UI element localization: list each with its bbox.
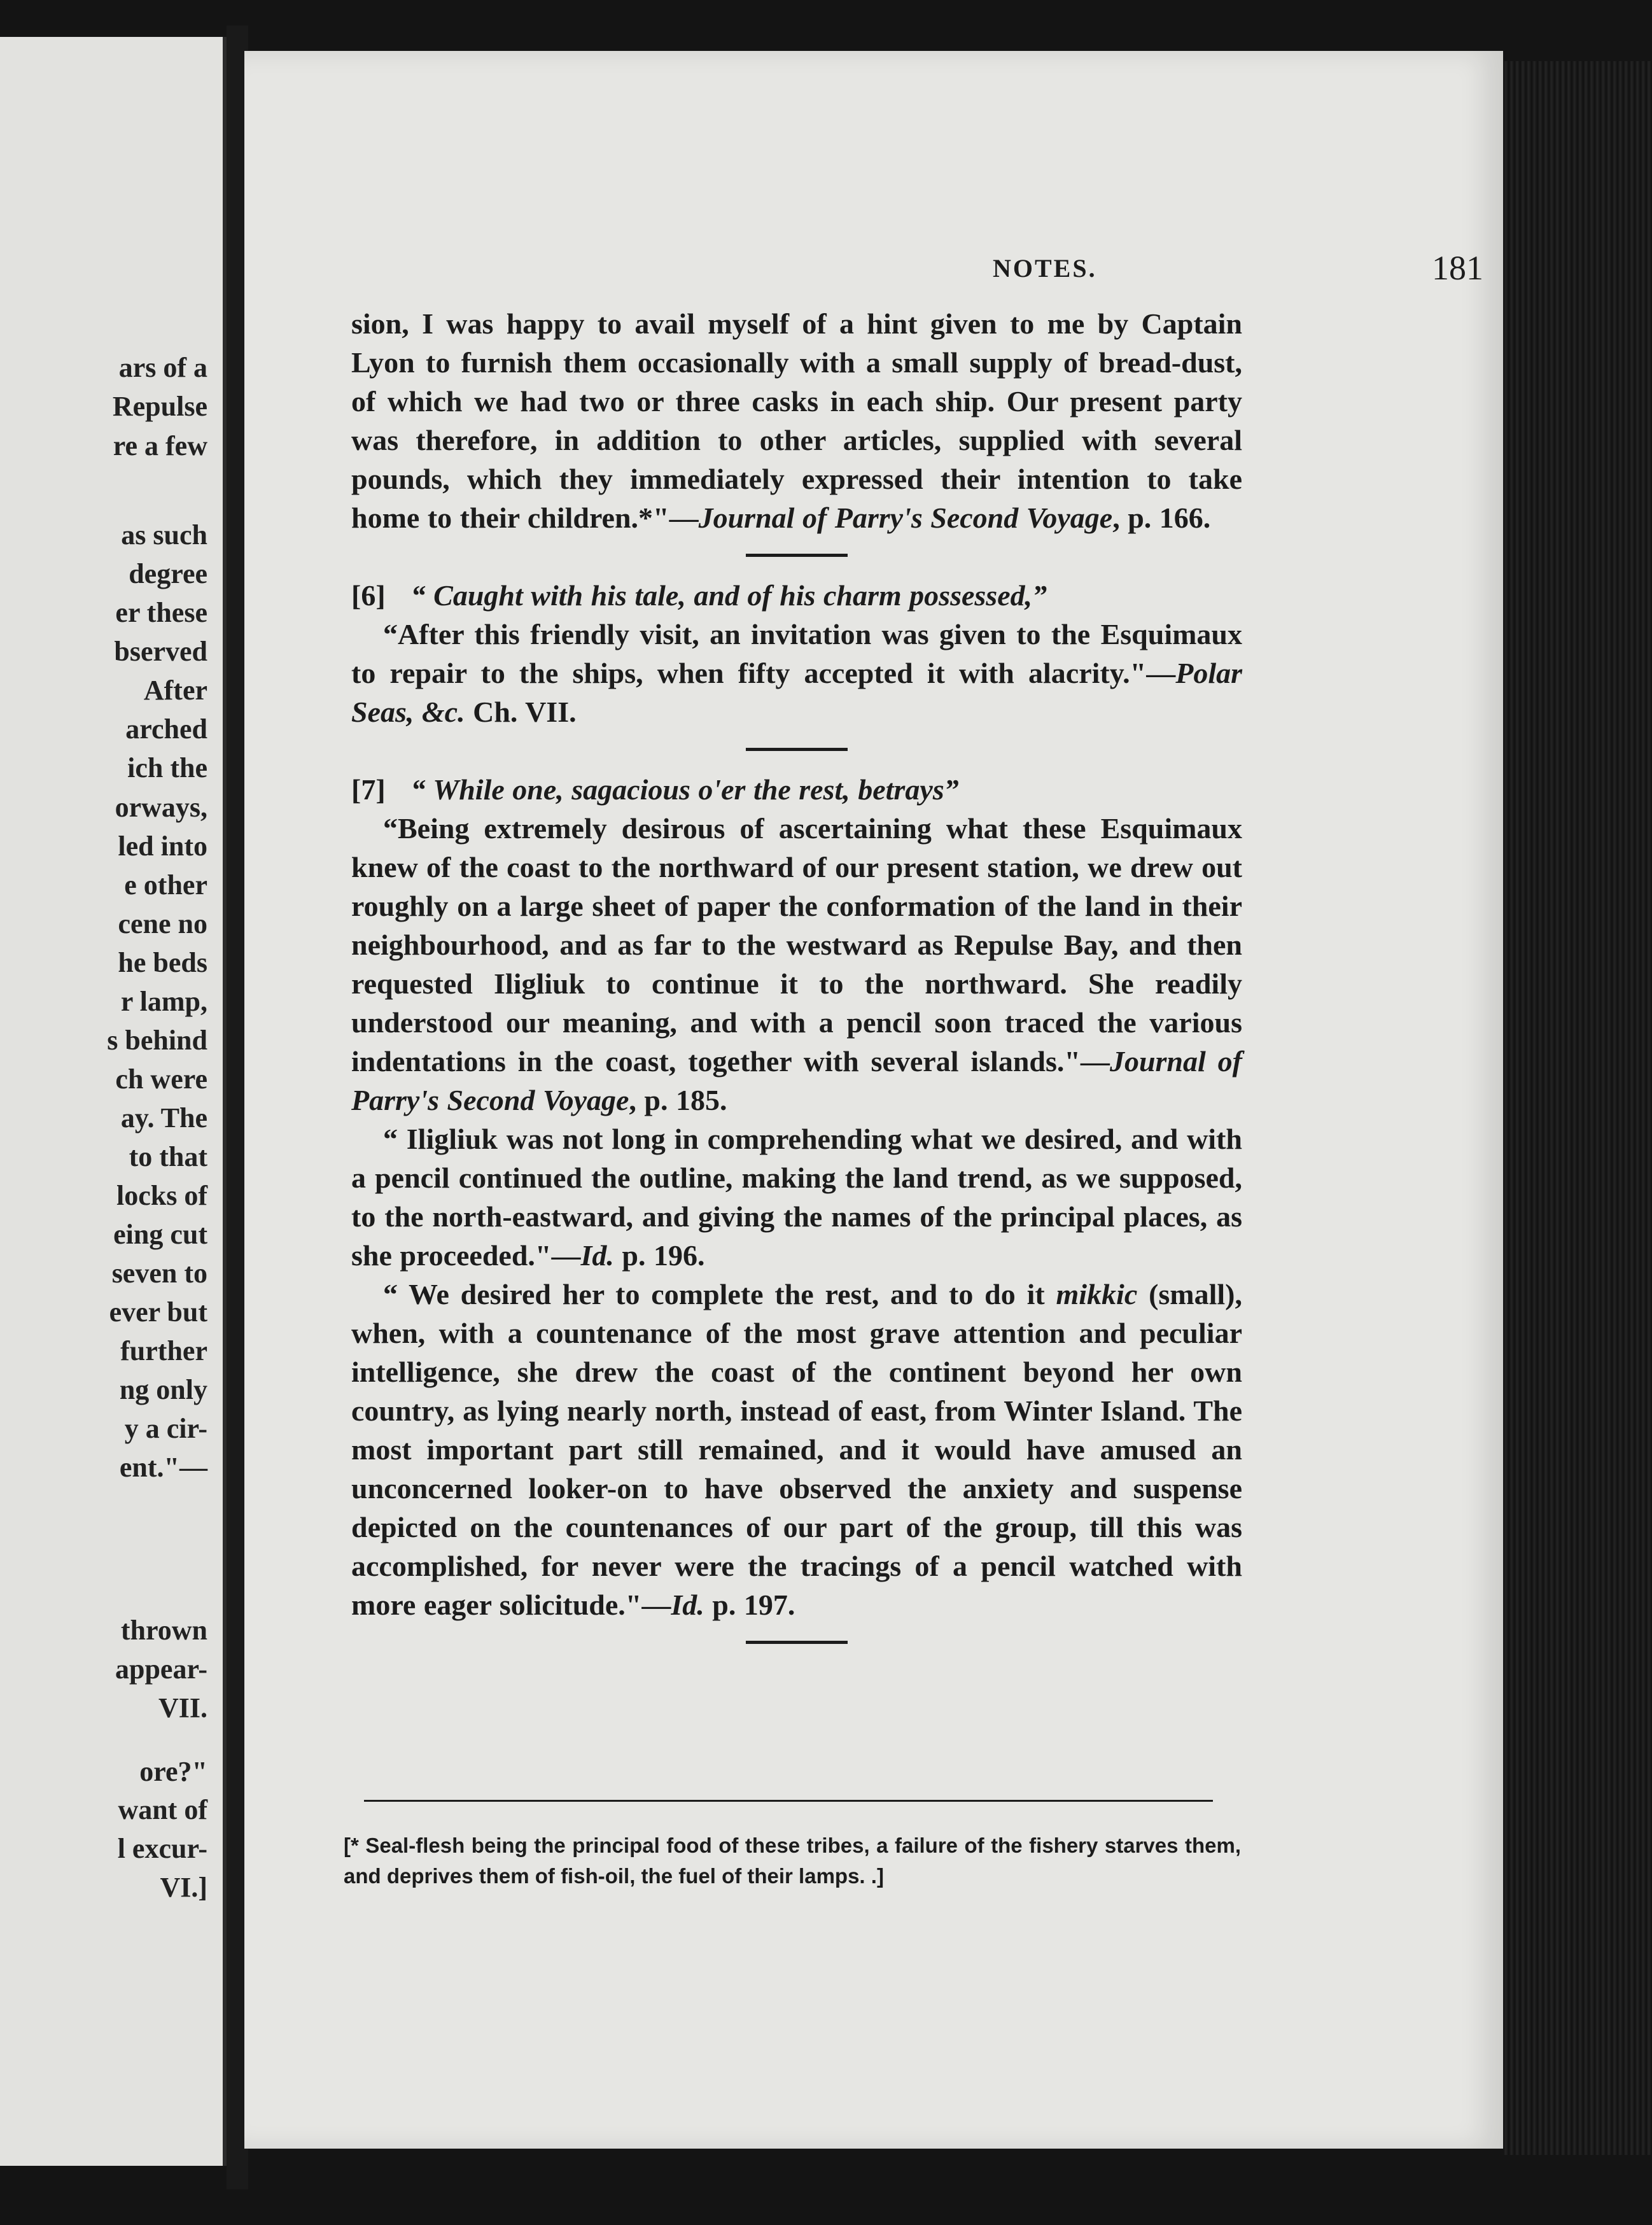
footnote-rule (364, 1800, 1213, 1802)
citation: Journal of Parry's Second Voyage (351, 1045, 1242, 1116)
left-page-text-fragment: ng only (119, 1374, 207, 1405)
left-page-text-fragment: seven to (111, 1258, 207, 1289)
left-page-text-fragment: as such (121, 519, 207, 551)
left-page-text-fragment: After (143, 675, 207, 706)
left-page-text-fragment: ent."— (119, 1452, 207, 1483)
left-facing-page (0, 37, 227, 2166)
left-page-text-fragment: ay. The (120, 1102, 207, 1134)
left-page-text-fragment: ch were (115, 1063, 207, 1095)
left-page-text-fragment: orways, (115, 792, 207, 823)
left-page-text-fragment: arched (125, 713, 207, 745)
left-page-text-fragment: cene no (118, 908, 207, 939)
citation: Journal of Parry's Second Voyage (698, 502, 1113, 534)
left-page-text-fragment: he beds (118, 947, 207, 978)
notes-body (351, 304, 1242, 1663)
left-page-text-fragment: VII. (158, 1692, 207, 1723)
section-divider (746, 554, 848, 557)
left-page-text-fragment: ever but (109, 1296, 207, 1328)
left-page-text-fragment: VI.] (160, 1872, 207, 1903)
left-page-text-fragment: eing cut (113, 1219, 207, 1250)
left-page-text-fragment: e other (124, 869, 207, 901)
page-title: NOTES. (993, 254, 1097, 283)
left-page-text-fragment: ars of a (118, 352, 207, 383)
continuation-paragraph: sion, I was happy to avail myself of a hint given to me by Captain Lyon to furnish them occasionally with a small supply of bread-dust, of which we had two or three casks in each ship. Our present party was therefore, in addition to other articles, supplied with several pounds, which they immediately expressed their intention to take home to their children.*"—Journal of Parry's Second Voyage, p. 166. (351, 307, 1242, 534)
left-page-text-fragment: further (120, 1335, 207, 1366)
note-7-heading (351, 770, 1242, 809)
citation: Polar Seas, &c. (351, 657, 1242, 728)
citation: Id. (671, 1589, 704, 1621)
left-page-text-fragment: degree (129, 558, 207, 589)
note-6-heading (351, 576, 1242, 615)
left-page-text-fragment: Repulse (112, 391, 207, 422)
left-page-text-fragment: l excur- (117, 1833, 207, 1864)
note-7-paragraph-3: “ We desired her to complete the rest, and to do it mikkic (small), when, with a countenance of the most grave attention and peculiar intelligence, she drew the coast of the continent beyond her own country, as lying nearly north, instead of east, from Winter Island. The most important part still remained, and it would have amused an unconcerned looker-on to have observed the anxiety and suspense depicted on the countenances of our part of the group, till this was accomplished, for never were the tracings of a pencil watched with more eager solicitude."—Id. p. 197. (351, 1278, 1242, 1621)
footnote: [* Seal-flesh being the principal food of these tribes, a failure of the fishery starves them, and deprives them of fish-oil, the fuel of their lamps. .] (344, 1834, 1241, 1888)
note-6-paragraph: “After this friendly visit, an invitation was given to the Esquimaux to repair to the ships, when fifty accepted it with alacrity."—Polar Seas, &c. Ch. VII. (351, 618, 1242, 728)
left-page-text-fragment: thrown (120, 1615, 207, 1646)
left-page-text-fragment: r lamp, (120, 986, 207, 1017)
note-verse: “ Caught with his tale, and of his charm possessed,” (410, 579, 1047, 612)
left-page-text-fragment: s behind (107, 1025, 207, 1056)
note-number: [7] (351, 773, 386, 806)
running-head (244, 249, 1503, 304)
left-page-text-fragment: want of (118, 1794, 207, 1825)
left-page-text-fragment: appear- (115, 1653, 207, 1685)
left-page-text-fragment: er these (115, 597, 207, 628)
left-page-text-fragment: re a few (113, 430, 207, 461)
page-edges (1503, 61, 1652, 2155)
section-divider (746, 748, 848, 751)
note-7-paragraph-1: “Being extremely desirous of ascertaining what these Esquimaux knew of the coast to the northward of our present station, we drew out roughly on a large sheet of paper the conformation of the land in their neighbourhood, and as far to the westward as Repulse Bay, and then requested Iligliuk to continue it to the northward. She readily understood our meaning, and with a pencil soon traced the various indentations in the coast, together with several islands."—Journal of Parry's Second Voyage, p. 185. (351, 812, 1242, 1116)
note-verse: “ While one, sagacious o'er the rest, betrays” (410, 773, 959, 806)
left-page-text-fragment: bserved (114, 636, 207, 667)
left-page-text-fragment: y a cir- (124, 1413, 207, 1444)
left-page-text-fragment: locks of (116, 1180, 207, 1211)
page-number: 181 (1432, 249, 1483, 287)
left-page-text-fragment: to that (129, 1141, 207, 1172)
section-divider (746, 1641, 848, 1644)
note-number: [6] (351, 579, 386, 612)
left-page-text-fragment: led into (118, 831, 207, 862)
left-page-text-fragment: ore?" (139, 1756, 207, 1787)
italic-word: mikkic (1056, 1278, 1138, 1310)
left-page-text-fragment: ich the (127, 752, 207, 783)
citation: Id. (580, 1239, 614, 1272)
note-7-paragraph-2: “ Iligliuk was not long in comprehending what we desired, and with a pencil continued the outline, making the land trend, as we supposed, to the north-eastward, and giving the names of the principal places, as she proceeded."—Id. p. 196. (351, 1123, 1242, 1272)
